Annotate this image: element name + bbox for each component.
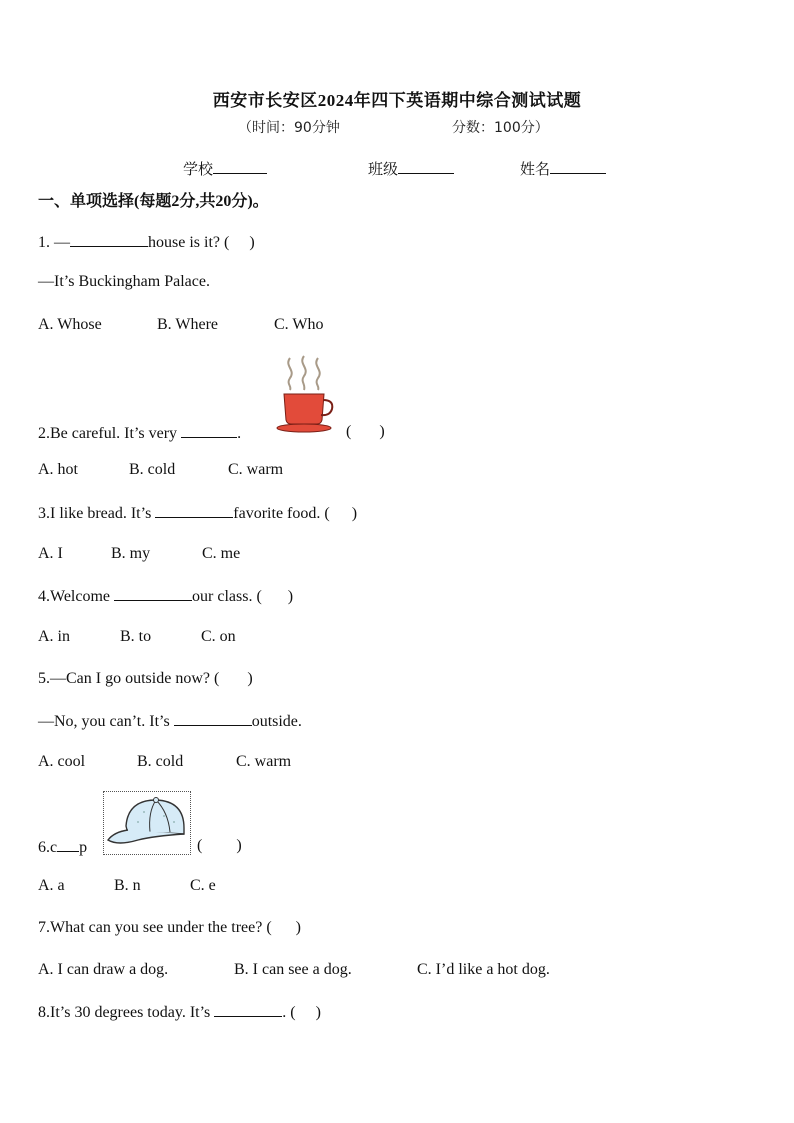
q3-option-a[interactable]: A. I: [38, 545, 63, 562]
class-blank[interactable]: [398, 159, 454, 174]
q3-option-c[interactable]: C. me: [202, 545, 241, 562]
class-field[interactable]: [368, 158, 454, 179]
question-1-reply: —It’s Buckingham Palace.: [38, 273, 210, 290]
question-3: 3.I like bread. It’s favorite food. ( ): [38, 505, 358, 522]
class-label: 班级: [368, 162, 399, 178]
q7-option-c[interactable]: C. I’d like a hot dog.: [417, 961, 550, 978]
exam-time: （时间：90分钟: [238, 120, 340, 136]
name-label: 姓名: [520, 162, 551, 178]
question-5: 5.—Can I go outside now? ( ): [38, 670, 253, 687]
q2-option-c[interactable]: C. warm: [228, 461, 284, 478]
question-2: 2.Be careful. It’s very .: [38, 425, 242, 442]
q7-option-a[interactable]: A. I can draw a dog.: [38, 961, 169, 978]
name-blank[interactable]: [550, 159, 606, 174]
q1-option-a[interactable]: A. Whose: [38, 316, 102, 333]
answer-blank[interactable]: [174, 711, 252, 726]
answer-blank[interactable]: [214, 1002, 282, 1017]
name-field[interactable]: [520, 158, 606, 179]
q5-option-b[interactable]: B. cold: [137, 753, 184, 770]
question-7: 7.What can you see under the tree? ( ): [38, 919, 301, 936]
question-2-paren[interactable]: ( ): [346, 423, 385, 440]
question-6-paren[interactable]: ( ): [197, 837, 242, 854]
q6-option-b[interactable]: B. n: [114, 877, 141, 894]
answer-blank[interactable]: [114, 586, 192, 601]
q1-option-b[interactable]: B. Where: [157, 316, 219, 333]
q5-option-c[interactable]: C. warm: [236, 753, 292, 770]
q4-option-b[interactable]: B. to: [120, 628, 152, 645]
question-8: 8.It’s 30 degrees today. It’s . ( ): [38, 1004, 321, 1021]
q2-option-b[interactable]: B. cold: [129, 461, 176, 478]
question-5-reply: —No, you can’t. It’s outside.: [38, 713, 302, 730]
answer-blank[interactable]: [181, 423, 237, 438]
q7-option-b[interactable]: B. I can see a dog.: [234, 961, 352, 978]
q1-option-c[interactable]: C. Who: [274, 316, 324, 333]
school-blank[interactable]: [213, 159, 267, 174]
question-6: 6.c p: [38, 839, 88, 856]
answer-blank[interactable]: [70, 232, 148, 247]
exam-score: 分数：100分）: [452, 120, 549, 136]
school-field[interactable]: [183, 158, 267, 179]
question-1: 1. — house is it? ( ): [38, 234, 255, 251]
answer-blank[interactable]: [155, 503, 233, 518]
q5-option-a[interactable]: A. cool: [38, 753, 86, 770]
q2-option-a[interactable]: A. hot: [38, 461, 78, 478]
q3-option-b[interactable]: B. my: [111, 545, 151, 562]
school-label: 学校: [183, 162, 214, 178]
q4-option-a[interactable]: A. in: [38, 628, 70, 645]
page-title: 西安市长安区2024年四下英语期中综合测试试题: [212, 91, 582, 110]
answer-blank[interactable]: [57, 837, 79, 852]
hot-tea-cup-icon: [276, 354, 336, 436]
q6-option-a[interactable]: A. a: [38, 877, 65, 894]
q4-option-c[interactable]: C. on: [201, 628, 236, 645]
q6-option-c[interactable]: C. e: [190, 877, 216, 894]
question-4: 4.Welcome our class. ( ): [38, 588, 294, 605]
section-heading: 一、单项选择(每题2分,共20分)。: [38, 193, 269, 210]
baseball-cap-icon: [103, 791, 191, 855]
